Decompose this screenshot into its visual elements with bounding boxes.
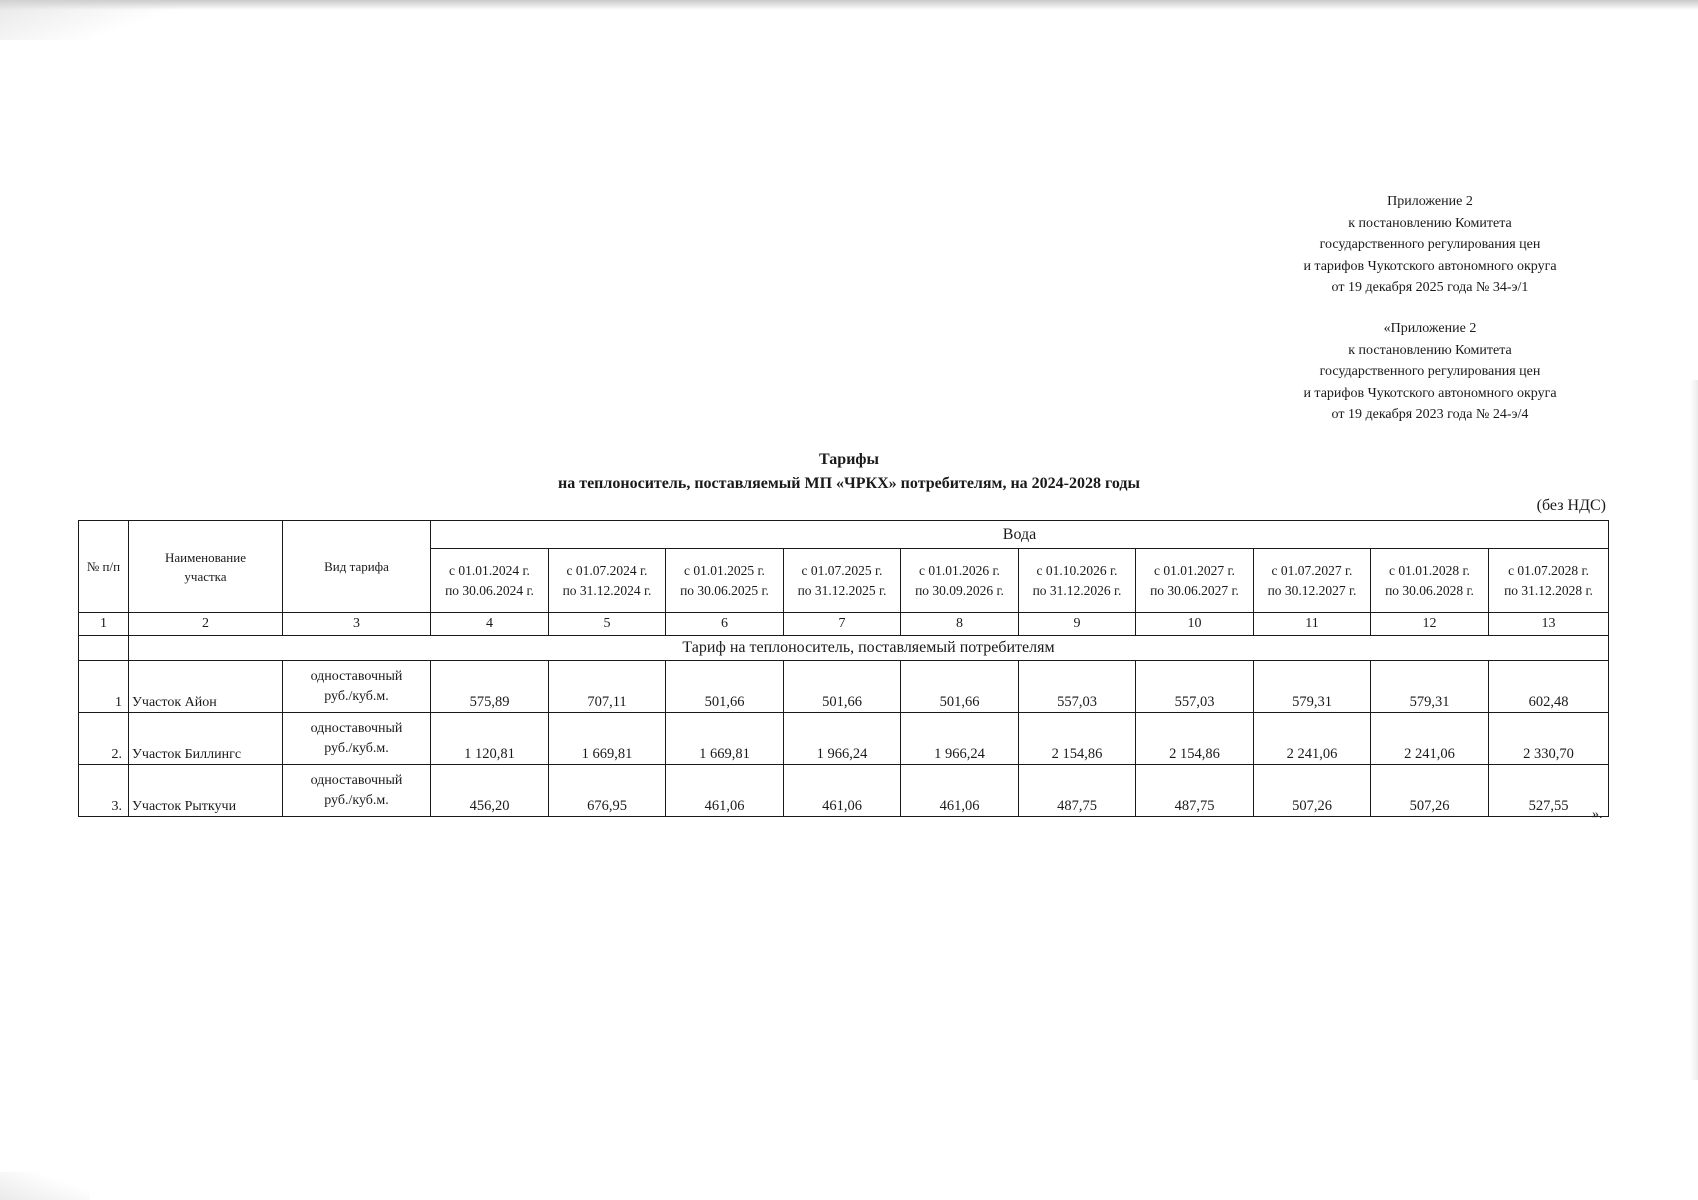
- column-number-cell: 1: [79, 613, 129, 636]
- row-number-cell: 3.: [79, 765, 129, 817]
- tariff-value-cell: 707,11: [549, 661, 666, 713]
- appendix-header-previous: [1230, 318, 1630, 426]
- period-from: с 01.07.2025 г.: [801, 562, 883, 578]
- tariff-value-cell: 1 966,24: [901, 713, 1019, 765]
- period-header-cell: [1136, 549, 1254, 613]
- document-title: [0, 448, 1698, 496]
- tariff-unit: руб./куб.м.: [324, 740, 389, 756]
- period-header-cell: [901, 549, 1019, 613]
- period-to: по 30.06.2025 г.: [680, 582, 769, 598]
- appendix-line: Приложение 2: [1387, 194, 1473, 209]
- tariff-unit: руб./куб.м.: [324, 688, 389, 704]
- period-to: по 30.12.2027 г.: [1267, 582, 1357, 598]
- tariff-value-cell: 461,06: [666, 765, 784, 817]
- column-number-cell: 11: [1254, 613, 1371, 636]
- tariff-value-cell: 527,55: [1489, 765, 1609, 817]
- tariff-type-name: одноставочный: [310, 668, 403, 684]
- row-number-cell: 1: [79, 661, 129, 713]
- period-to: по 31.12.2024 г.: [562, 582, 652, 598]
- tariff-value-cell: 487,75: [1019, 765, 1136, 817]
- tariff-table: [78, 520, 1609, 817]
- table-row: [79, 661, 1609, 713]
- appendix-line: от 19 декабря 2025 года № 34-э/1: [1331, 280, 1529, 295]
- column-number-cell: 5: [549, 613, 666, 636]
- tariff-value-cell: 461,06: [784, 765, 901, 817]
- column-number-cell: 8: [901, 613, 1019, 636]
- tariff-value-cell: 501,66: [901, 661, 1019, 713]
- period-to: по 30.06.2024 г.: [445, 582, 534, 598]
- tariff-value-cell: 2 241,06: [1371, 713, 1489, 765]
- tariff-value-cell: 575,89: [431, 661, 549, 713]
- tariff-value-cell: 1 669,81: [549, 713, 666, 765]
- appendix-line: «Приложение 2: [1383, 321, 1477, 336]
- tariff-value-cell: 2 241,06: [1254, 713, 1371, 765]
- period-header-cell: [431, 549, 549, 613]
- tariff-value-cell: 1 120,81: [431, 713, 549, 765]
- tariff-value-cell: 676,95: [549, 765, 666, 817]
- closing-quote-mark: ».: [1592, 807, 1603, 822]
- period-from: с 01.01.2024 г.: [449, 562, 530, 578]
- tariff-value-cell: 2 154,86: [1136, 713, 1254, 765]
- scan-shadow-corner: [0, 0, 180, 40]
- title-line-2: на теплоноситель, поставляемый МП «ЧРКХ» потребителям, на 2024-2028 годы: [558, 475, 1140, 492]
- title-line-1: Тарифы: [819, 451, 879, 468]
- column-number-cell: 7: [784, 613, 901, 636]
- tariff-value-cell: 2 154,86: [1019, 713, 1136, 765]
- scan-edge-top: [0, 0, 1698, 10]
- tariff-value-cell: 557,03: [1019, 661, 1136, 713]
- tariff-value-cell: 2 330,70: [1489, 713, 1609, 765]
- column-number-cell: 6: [666, 613, 784, 636]
- tariff-value-cell: 507,26: [1254, 765, 1371, 817]
- tariff-type-cell: [283, 661, 431, 713]
- column-number-cell: 12: [1371, 613, 1489, 636]
- column-number-cell: 13: [1489, 613, 1609, 636]
- column-number-row: [79, 613, 1609, 636]
- column-number-cell: 10: [1136, 613, 1254, 636]
- appendix-line: и тарифов Чукотского автономного округа: [1303, 385, 1557, 401]
- period-header-cell: [784, 549, 901, 613]
- period-to: по 30.06.2028 г.: [1385, 582, 1474, 598]
- period-header-cell: [1254, 549, 1371, 613]
- section-title: Тариф на теплоноситель, поставляемый потребителям: [129, 636, 1609, 661]
- period-header-cell: [1371, 549, 1489, 613]
- tariff-value-cell: 579,31: [1371, 661, 1489, 713]
- tariff-value-cell: 501,66: [784, 661, 901, 713]
- tariff-value-cell: 1 966,24: [784, 713, 901, 765]
- period-from: с 01.07.2028 г.: [1508, 562, 1589, 578]
- table-row: [79, 765, 1609, 817]
- period-from: с 01.01.2026 г.: [919, 562, 1000, 578]
- appendix-line: к постановлению Комитета: [1348, 342, 1512, 358]
- tariff-type-name: одноставочный: [310, 720, 403, 736]
- header-section-name: Наименование участка: [129, 521, 283, 613]
- tariff-value-cell: 557,03: [1136, 661, 1254, 713]
- tariff-type-cell: [283, 765, 431, 817]
- appendix-line: и тарифов Чукотского автономного округа: [1303, 258, 1557, 274]
- period-from: с 01.01.2027 г.: [1154, 562, 1235, 578]
- appendix-line: государственного регулирования цен: [1319, 364, 1541, 379]
- tariff-value-cell: 579,31: [1254, 661, 1371, 713]
- period-from: с 01.01.2028 г.: [1389, 562, 1470, 578]
- period-from: с 01.01.2025 г.: [684, 562, 765, 578]
- column-number-cell: 3: [283, 613, 431, 636]
- header-group-water: Вода: [431, 521, 1609, 549]
- vat-note: (без НДС): [1536, 497, 1606, 514]
- section-name-cell: Участок Рыткучи: [129, 765, 283, 817]
- appendix-line: к постановлению Комитета: [1348, 215, 1512, 231]
- table-row: [79, 713, 1609, 765]
- tariff-value-cell: 1 669,81: [666, 713, 784, 765]
- section-blank-cell: [79, 636, 129, 661]
- period-from: с 01.10.2026 г.: [1036, 562, 1118, 578]
- tariff-value-cell: 487,75: [1136, 765, 1254, 817]
- tariff-value-cell: 461,06: [901, 765, 1019, 817]
- tariff-value-cell: 507,26: [1371, 765, 1489, 817]
- period-to: по 30.09.2026 г.: [915, 582, 1004, 598]
- scan-shadow-bottom-left: [0, 1172, 90, 1200]
- tariff-type-cell: [283, 713, 431, 765]
- period-to: по 30.06.2027 г.: [1150, 582, 1239, 598]
- appendix-line: государственного регулирования цен: [1319, 237, 1541, 252]
- period-header-cell: [1019, 549, 1136, 613]
- tariff-value-cell: 456,20: [431, 765, 549, 817]
- column-number-cell: 4: [431, 613, 549, 636]
- period-header-cell: [549, 549, 666, 613]
- row-number-cell: 2.: [79, 713, 129, 765]
- period-header-cell: [666, 549, 784, 613]
- table-body: [79, 661, 1609, 817]
- appendix-line: от 19 декабря 2023 года № 24-э/4: [1331, 407, 1529, 422]
- period-from: с 01.07.2024 г.: [566, 562, 648, 578]
- period-from: с 01.07.2027 г.: [1271, 562, 1353, 578]
- column-number-cell: 2: [129, 613, 283, 636]
- column-number-cell: 9: [1019, 613, 1136, 636]
- section-name-cell: Участок Биллингс: [129, 713, 283, 765]
- tariff-unit: руб./куб.м.: [324, 792, 389, 808]
- header-tariff-type: Вид тарифа: [283, 521, 431, 613]
- period-to: по 31.12.2028 г.: [1504, 582, 1593, 598]
- period-header-cell: [1489, 549, 1609, 613]
- tariff-type-name: одноставочный: [310, 772, 403, 788]
- period-to: по 31.12.2025 г.: [797, 582, 887, 598]
- tariff-value-cell: 501,66: [666, 661, 784, 713]
- period-to: по 31.12.2026 г.: [1032, 582, 1122, 598]
- appendix-header-current: [1230, 191, 1630, 299]
- section-name-cell: Участок Айон: [129, 661, 283, 713]
- tariff-value-cell: 602,48: [1489, 661, 1609, 713]
- header-number: № п/п: [79, 521, 129, 613]
